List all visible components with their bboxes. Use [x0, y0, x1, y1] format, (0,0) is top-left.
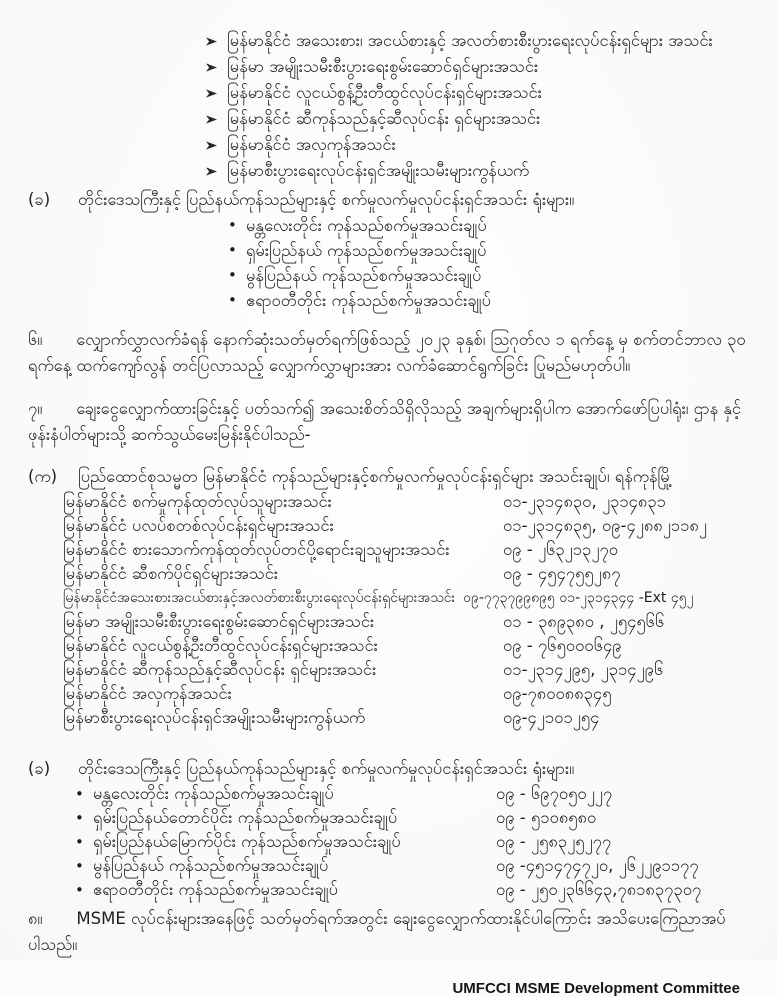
- section-label: (ခ): [28, 190, 51, 209]
- association-name: မွန်ပြည်နယ် ကုန်သည်စက်မှုအသင်းချုပ်: [93, 856, 329, 875]
- phone-entry: [75, 878, 747, 902]
- association-name: မြန်မာနိုင်ငံ ဆီစက်ပိုင်ရှင်များအသင်း: [63, 564, 279, 583]
- dot-bullet-icon: •: [75, 857, 84, 875]
- association-name: မြန်မာနိုင်ငံ လူငယ်စွန့်ဦးတီထွင်လုပ်ငန်းရှင်များအသင်း: [63, 636, 378, 655]
- list-item: [228, 238, 747, 263]
- phone-number: ၀၉ -၄၅၁၄၇၄၇၂၀, ၂၆၂၂၉၁၁၇၇: [496, 856, 699, 875]
- list-item-label: မြန်မာ အမျိုးသမီးစီးပွားရေးစွမ်းဆောင်ရှင်များအသင်း: [227, 57, 539, 76]
- list-item-label: မြန်မာနိုင်ငံ ဆီကုန်သည်နှင့်ဆီလုပ်ငန်း ရှင်များအသင်း: [227, 109, 541, 128]
- list-item: [206, 54, 747, 80]
- phone-entry: [75, 806, 747, 830]
- association-name: မြန်မာ အမျိုးသမီးစီးပွားရေးစွမ်းဆောင်ရှင်များအသင်း: [63, 612, 375, 631]
- phone-number: ၀၉ - ၆၉၇၀၅၀၂၂၇: [496, 784, 613, 803]
- list-item: [206, 28, 747, 54]
- list-item-label: ဧရာဝတီတိုင်း ကုန်သည်စက်မှုအသင်းချုပ်: [246, 291, 492, 310]
- phone-entry: [75, 830, 747, 854]
- dot-bullet-icon: •: [75, 881, 84, 899]
- dot-bullet-icon: •: [75, 809, 84, 827]
- dot-bullet-icon: •: [228, 266, 237, 284]
- phone-number: ၀၁ - ၃၈၉၃၈၀ , ၂၅၄၅၆၆: [503, 612, 665, 631]
- phone-number: ၀၉ - ၂၆၃၂၁၃၂၇၀: [503, 540, 619, 559]
- dot-bullet-icon: •: [75, 833, 84, 851]
- association-name: မန္တလေးတိုင်း ကုန်သည်စက်မှုအသင်းချုပ်: [93, 784, 334, 803]
- association-name: မြန်မာစီးပွားရေးလုပ်ငန်းရှင်အမျိုးသမီးများကွန်ယက်: [63, 708, 365, 727]
- association-name: မြန်မာနိုင်ငံ အလှကုန်အသင်း: [63, 684, 232, 703]
- section-ka-heading: [28, 464, 747, 490]
- list-item: [228, 288, 747, 313]
- association-name: မြန်မာနိုင်ငံ စက်မှုကုန်ထုတ်လုပ်သူများအသင်း: [63, 492, 332, 511]
- association-name: မြန်မာနိုင်ငံအသေးစားအငယ်စားနှင့်အလတ်စားစီးပွားရေးလုပ်ငန်းရှင်များအသင်း: [63, 590, 456, 606]
- phone-entry: [45, 586, 747, 610]
- phone-number: ၀၉ - ၂၅၈၃၂၅၂၇၇: [496, 832, 612, 851]
- association-name: ရှမ်းပြည်နယ်မြောက်ပိုင်း ကုန်သည်စက်မှုအသင်းချုပ်: [93, 832, 401, 851]
- list-item: [206, 158, 747, 184]
- paragraph-6: [28, 327, 747, 379]
- phone-entry: [45, 682, 747, 706]
- phone-number: ၀၉-၇၇၃၇၉၉၈၉၅ ၀၁-၂၃၁၄၃၄၄ -Ext ၄၅၂: [463, 590, 694, 606]
- section-label: (က): [28, 467, 58, 486]
- signature-committee: UMFCCI MSME Development Committee: [452, 980, 740, 997]
- arrow-bullet-icon: [206, 166, 217, 177]
- association-phone-list: [45, 490, 747, 730]
- phone-entry: [75, 854, 747, 878]
- arrow-bullet-icon: [206, 140, 217, 151]
- phone-entry: [75, 782, 747, 806]
- paragraph-number: ၇။: [28, 398, 43, 418]
- dot-bullet-icon: •: [228, 291, 237, 309]
- paragraph-text: လျှောက်လွှာလက်ခံရန် နောက်ဆုံးသတ်မှတ်ရက်ဖြစ်သည့် ၂၀၂၃ ခုနှစ်၊ ဩဂုတ်လ ၁ ရက်နေ့ မှ စက်တင်ဘာလ ၃၀ ရက်နေ့ ထက်ကျော်လွန် တင်ပြလာသည့် လျှောက်လွှာများအား လက်ခံဆောင်ရွက်ခြင်း ပြုမည်မဟုတ်ပါ။: [28, 330, 746, 375]
- paragraph-text: ချေးငွေလျှောက်ထားခြင်းနှင့် ပတ်သက်၍ အသေးစိတ်သိရှိလိုသည့် အချက်များရှိပါက အောက်ဖော်ပြပါရုံး၊ ဌာန နှင့်ဖုန်းနံပါတ်များသို့ ဆက်သွယ်မေးမြန်းနိုင်ပါသည်-: [28, 398, 742, 444]
- list-item: [206, 106, 747, 132]
- regional-phone-list: [75, 782, 747, 902]
- paragraph-number: ၈။: [28, 909, 43, 928]
- phone-number: ၀၉ - ၂၅၀၂၃၆၆၄၃,၇၈၁၈၃၇၃၀၇: [496, 880, 702, 899]
- arrow-bullet-icon: [206, 62, 217, 73]
- list-item-label: မြန်မာနိုင်ငံ အလှကုန်အသင်း: [227, 135, 396, 154]
- phone-entry: [45, 562, 747, 586]
- phone-number: ၀၁-၂၃၁၄၈၃၀, ၂၃၁၄၈၃၁: [503, 492, 666, 511]
- section-title: တိုင်းဒေသကြီးနှင့် ပြည်နယ်ကုန်သည်များနှင့် စက်မှုလက်မှုလုပ်ငန်းရှင်အသင်း ရုံးများ။: [78, 759, 575, 778]
- phone-number: ၀၁-၂၃၁၄၈၃၅, ၀၉-၄၂၈၈၂၁၁၈၂: [503, 516, 707, 535]
- regional-office-dot-list: [228, 213, 747, 313]
- phone-number: ၀၉-၇၈၀၀၈၈၃၄၅: [503, 684, 612, 703]
- phone-entry: [45, 538, 747, 562]
- list-item-label: မြန်မာနိုင်ငံ အသေးစား၊ အငယ်စားနှင့် အလတ်စားစီးပွားရေးလုပ်ငန်းရှင်များ အသင်း: [227, 31, 713, 50]
- association-arrow-list-top: [206, 28, 747, 184]
- list-item-label: မြန်မာစီးပွားရေးလုပ်ငန်းရှင်အမျိုးသမီးများကွန်ယက်: [227, 161, 529, 180]
- section-title: ပြည်ထောင်စုသမ္မတ မြန်မာနိုင်ငံ ကုန်သည်များနှင့်စက်မှုလက်မှုလုပ်ငန်းရှင်များ အသင်းချုပ်၊ ရန်ကုန်မြို့: [78, 467, 673, 486]
- section-kha-heading: [28, 756, 747, 782]
- phone-entry: [45, 514, 747, 538]
- list-item: [206, 132, 747, 158]
- list-item-label: မြန်မာနိုင်ငံ လူငယ်စွန့်ဦးတီထွင်လုပ်ငန်းရှင်များအသင်း: [227, 83, 542, 102]
- association-name: ရှမ်းပြည်နယ်တောင်ပိုင်း ကုန်သည်စက်မှုအသင်းချုပ်: [93, 808, 398, 827]
- paragraph-7: [28, 396, 747, 448]
- phone-entry: [45, 658, 747, 682]
- arrow-bullet-icon: [206, 36, 217, 47]
- dot-bullet-icon: •: [228, 241, 237, 259]
- association-name: ဧရာဝတီတိုင်း ကုန်သည်စက်မှုအသင်းချုပ်: [93, 880, 339, 899]
- association-name: မြန်မာနိုင်ငံ ပလပ်စတစ်လုပ်ငန်းရှင်များအသင်း: [63, 516, 334, 535]
- section-label: (ခ): [28, 759, 51, 778]
- phone-entry: [45, 490, 747, 514]
- list-item: [206, 80, 747, 106]
- dot-bullet-icon: •: [75, 785, 84, 803]
- paragraph-number: ၆။: [28, 330, 43, 349]
- list-item-label: ရှမ်းပြည်နယ် ကုန်သည်စက်မှုအသင်းချုပ်: [246, 241, 487, 260]
- section-b-top-heading: [28, 187, 747, 213]
- phone-entry: [45, 634, 747, 658]
- phone-number: ၀၉ - ၅၁၀၈၅၈၀: [496, 808, 597, 827]
- phone-entry: [45, 610, 747, 634]
- paragraph-8: [28, 906, 747, 958]
- phone-number: ၀၁-၂၃၁၄၂၉၅, ၂၃၁၄၂၉၆: [503, 660, 664, 679]
- section-title: တိုင်းဒေသကြီးနှင့် ပြည်နယ်ကုန်သည်များနှင့် စက်မှုလက်မှုလုပ်ငန်းရှင်အသင်း ရုံးများ။: [78, 190, 575, 209]
- arrow-bullet-icon: [206, 88, 217, 99]
- association-name: မြန်မာနိုင်ငံ စားသောက်ကုန်ထုတ်လုပ်တင်ပို့ရောင်းချသူများအသင်း: [63, 540, 450, 559]
- arrow-bullet-icon: [206, 114, 217, 125]
- association-name: မြန်မာနိုင်ငံ ဆီကုန်သည်နှင့်ဆီလုပ်ငန်း ရှင်များအသင်း: [63, 660, 377, 679]
- list-item-label: မန္တလေးတိုင်း ကုန်သည်စက်မှုအသင်းချုပ်: [246, 216, 487, 235]
- phone-number: ၀၉-၄၂၁၀၁၂၅၄: [503, 708, 600, 727]
- list-item: [228, 263, 747, 288]
- phone-entry: [45, 706, 747, 730]
- paragraph-text: MSME လုပ်ငန်းများအနေဖြင့် သတ်မှတ်ရက်အတွင်း ချေးငွေလျှောက်ထားနိုင်ပါကြောင်း အသိပေးကြေညာအပ်ပါသည်။: [28, 909, 726, 954]
- phone-number: ၀၉ - ၄၅၄၇၅၅၂၈၇: [503, 564, 621, 583]
- list-item: [228, 213, 747, 238]
- list-item-label: မွန်ပြည်နယ် ကုန်သည်စက်မှုအသင်းချုပ်: [246, 266, 482, 285]
- phone-number: ၀၉ - ၇၆၅၀၀၀၆၄၉: [503, 636, 622, 655]
- dot-bullet-icon: •: [228, 216, 237, 234]
